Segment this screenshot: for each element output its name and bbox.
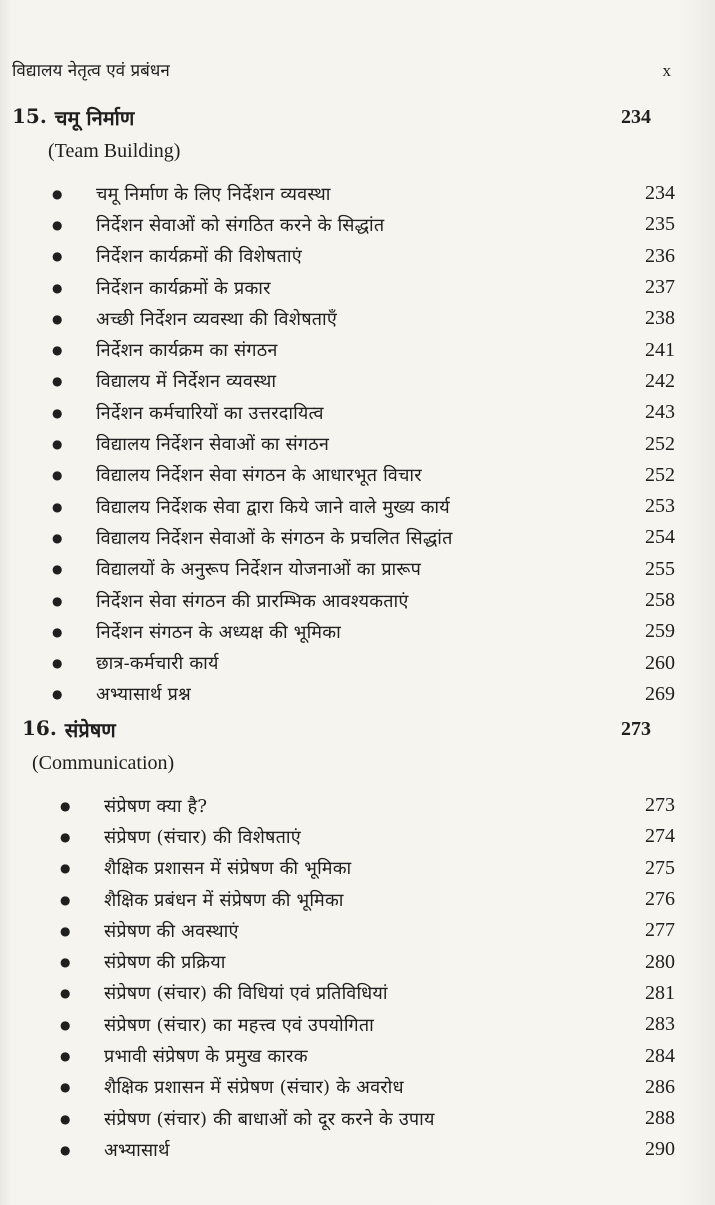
- entry-title: निर्देशन कार्यक्रमों के प्रकार: [96, 277, 271, 299]
- bullet-icon: ●: [60, 955, 71, 970]
- entry-title: विद्यालय में निर्देशन व्यवस्था: [96, 371, 277, 393]
- entry-page-number: 238: [645, 307, 675, 330]
- bullet-icon: ●: [60, 923, 71, 938]
- entry-page-number: 281: [645, 981, 675, 1004]
- chapter-number: 16.: [22, 716, 57, 741]
- bullet-icon: ●: [52, 280, 63, 295]
- toc-entry: [12, 272, 675, 303]
- entry-title: निर्देशन संगठन के अध्यक्ष की भूमिका: [96, 621, 341, 643]
- entry-page-number: 273: [645, 794, 675, 817]
- entry-title: प्रभावी संप्रेषण के प्रमुख कारक: [104, 1046, 308, 1068]
- bullet-icon: ●: [60, 1111, 71, 1126]
- entry-page-number: 252: [645, 463, 675, 486]
- entry-page-number: 236: [645, 244, 675, 267]
- bullet-icon: ●: [60, 892, 71, 907]
- entry-title: विद्यालय निर्देशन सेवाओं का संगठन: [96, 434, 330, 456]
- bullet-icon: ●: [52, 499, 63, 514]
- toc-entry: [12, 947, 675, 978]
- toc-entry: [12, 915, 675, 946]
- bullet-icon: ●: [60, 798, 71, 813]
- toc-entry: [12, 1072, 675, 1103]
- toc-entry: [12, 303, 675, 334]
- toc-entry: [12, 821, 675, 852]
- toc-entry: [12, 790, 675, 821]
- entry-title: निर्देशन सेवा संगठन की प्रारम्भिक आवश्यकताएं: [96, 590, 409, 612]
- entry-page-number: 234: [645, 182, 675, 205]
- toc-entry: [12, 554, 675, 585]
- entry-title: निर्देशन कार्यक्रमों की विशेषताएं: [96, 246, 302, 268]
- bullet-icon: ●: [52, 374, 63, 389]
- entry-page-number: 280: [645, 950, 675, 973]
- bullet-icon: ●: [52, 186, 63, 201]
- toc-entry: [12, 334, 675, 365]
- bullet-icon: ●: [52, 468, 63, 483]
- entry-title: निर्देशन कार्यक्रम का संगठन: [96, 340, 278, 362]
- toc-entry: [12, 522, 675, 553]
- entry-title: शैक्षिक प्रशासन में संप्रेषण (संचार) के अवरोध: [104, 1077, 404, 1099]
- toc-entry: [12, 647, 675, 678]
- entry-title: संप्रेषण की प्रक्रिया: [104, 952, 226, 974]
- entry-page-number: 284: [645, 1044, 675, 1067]
- page-folio: x: [662, 61, 671, 80]
- toc-entry: [12, 178, 675, 209]
- entry-title: संप्रेषण क्या है?: [104, 795, 208, 817]
- bullet-icon: ●: [52, 437, 63, 452]
- entry-page-number: 243: [645, 401, 675, 424]
- toc-entry: [12, 1103, 675, 1134]
- entry-title: निर्देशन कर्मचारियों का उत्तरदायित्व: [96, 402, 324, 424]
- entry-list: [12, 790, 675, 1166]
- book-title: विद्यालय नेतृत्व एवं प्रबंधन: [12, 61, 170, 81]
- chapter-number: 15.: [12, 104, 47, 128]
- entry-page-number: 288: [645, 1107, 675, 1130]
- chapter-subtitle: (Communication): [32, 752, 175, 775]
- bullet-icon: ●: [52, 687, 63, 702]
- entry-page-number: 235: [645, 213, 675, 236]
- bullet-icon: ●: [60, 861, 71, 876]
- entry-title: अच्छी निर्देशन व्यवस्था की विशेषताएँ: [96, 308, 338, 330]
- toc-entry: [12, 978, 675, 1009]
- entry-title: संप्रेषण (संचार) की बाधाओं को दूर करने के उपाय: [104, 1108, 435, 1130]
- entry-page-number: 255: [645, 557, 675, 580]
- entry-title: विद्यालयों के अनुरूप निर्देशन योजनाओं का प्रारूप: [96, 559, 422, 581]
- bullet-icon: ●: [52, 593, 63, 608]
- bullet-icon: ●: [52, 217, 63, 232]
- entry-page-number: 254: [645, 526, 675, 549]
- chapter-heading: [12, 716, 675, 746]
- bullet-icon: ●: [60, 829, 71, 844]
- entry-page-number: 241: [645, 338, 675, 361]
- chapter-page-number: 273: [621, 718, 651, 741]
- toc-entry: [12, 428, 675, 459]
- toc-entry: [12, 397, 675, 428]
- toc-entry: [12, 1040, 675, 1071]
- bullet-icon: ●: [52, 656, 63, 671]
- entry-page-number: 290: [645, 1138, 675, 1161]
- toc-entry: [12, 679, 675, 710]
- bullet-icon: ●: [52, 562, 63, 577]
- entry-page-number: 252: [645, 432, 675, 455]
- entry-title: विद्यालय निर्देशक सेवा द्वारा किये जाने वाले मुख्य कार्य: [96, 496, 450, 518]
- bullet-icon: ●: [60, 1080, 71, 1095]
- entry-page-number: 276: [645, 888, 675, 911]
- toc-entry: [12, 585, 675, 616]
- toc-entry: [12, 460, 675, 491]
- entry-page-number: 275: [645, 856, 675, 879]
- entry-title: शैक्षिक प्रबंधन में संप्रेषण की भूमिका: [104, 889, 344, 911]
- entry-title: विद्यालय निर्देशन सेवाओं के संगठन के प्रचलित सिद्धांत: [96, 527, 453, 549]
- toc-entry: [12, 491, 675, 522]
- toc-entry: [12, 1134, 675, 1165]
- toc-entry: [12, 616, 675, 647]
- chapter-name: संप्रेषण: [64, 718, 116, 743]
- toc-entry: [12, 366, 675, 397]
- entry-title: चमू निर्माण के लिए निर्देशन व्यवस्था: [96, 183, 331, 205]
- entry-title: संप्रेषण (संचार) की विशेषताएं: [104, 826, 301, 848]
- chapter-heading: [12, 104, 675, 134]
- entry-title: संप्रेषण (संचार) का महत्त्व एवं उपयोगिता: [104, 1014, 374, 1036]
- toc-entry: [12, 241, 675, 272]
- bullet-icon: ●: [60, 1049, 71, 1064]
- bullet-icon: ●: [52, 530, 63, 545]
- chapter-subtitle: (Team Building): [48, 140, 181, 162]
- entry-title: अभ्यासार्थ प्रश्न: [96, 684, 191, 706]
- bullet-icon: ●: [52, 311, 63, 326]
- chapter-name: चमू निर्माण: [54, 106, 135, 130]
- entry-title: संप्रेषण (संचार) की विधियां एवं प्रतिविधियां: [104, 983, 388, 1005]
- entry-title: छात्र-कर्मचारी कार्य: [96, 653, 219, 675]
- entry-page-number: 286: [645, 1075, 675, 1098]
- toc-entry: [12, 209, 675, 240]
- entry-page-number: 242: [645, 369, 675, 392]
- entry-page-number: 259: [645, 620, 675, 643]
- entry-title: अभ्यासार्थ: [104, 1139, 170, 1161]
- chapter-16: [12, 716, 675, 1166]
- chapter-title: [12, 104, 134, 131]
- entry-page-number: 277: [645, 919, 675, 942]
- bullet-icon: ●: [60, 986, 71, 1001]
- bullet-icon: ●: [52, 249, 63, 264]
- chapter-15: [12, 104, 675, 710]
- entry-page-number: 260: [645, 651, 675, 674]
- bullet-icon: ●: [52, 343, 63, 358]
- chapter-title: [22, 716, 116, 743]
- toc-entry: [12, 1009, 675, 1040]
- bullet-icon: ●: [52, 405, 63, 420]
- toc-entry: [12, 853, 675, 884]
- entry-title: संप्रेषण की अवस्थाएं: [104, 920, 239, 942]
- entry-page-number: 253: [645, 495, 675, 518]
- entry-page-number: 274: [645, 825, 675, 848]
- entry-page-number: 269: [645, 682, 675, 705]
- running-header: [12, 58, 675, 86]
- toc-entry: [12, 884, 675, 915]
- entry-title: निर्देशन सेवाओं को संगठित करने के सिद्धांत: [96, 214, 385, 236]
- chapter-page-number: 234: [621, 106, 651, 128]
- bullet-icon: ●: [52, 624, 63, 639]
- entry-list: [12, 178, 675, 710]
- entry-title: विद्यालय निर्देशन सेवा संगठन के आधारभूत विचार: [96, 465, 422, 487]
- entry-title: शैक्षिक प्रशासन में संप्रेषण की भूमिका: [104, 858, 352, 880]
- bullet-icon: ●: [60, 1142, 71, 1157]
- entry-page-number: 258: [645, 589, 675, 611]
- entry-page-number: 283: [645, 1013, 675, 1036]
- bullet-icon: ●: [60, 1017, 71, 1032]
- entry-page-number: 237: [645, 276, 675, 299]
